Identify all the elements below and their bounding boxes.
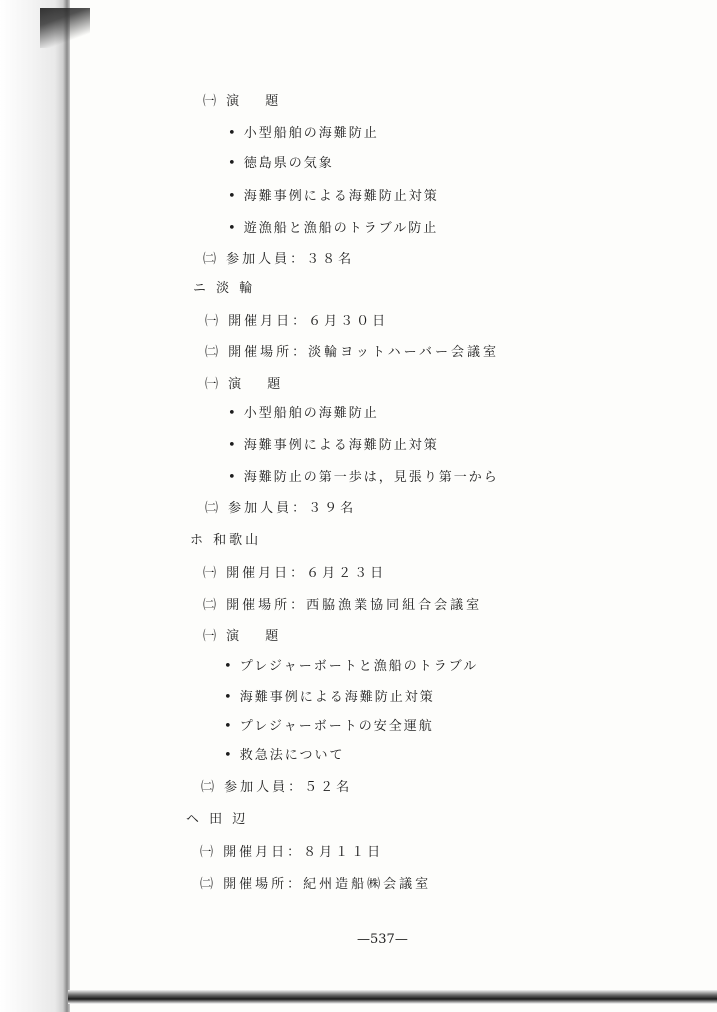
event-date: ㈠ 開催月日：６月２３日 (203, 566, 387, 581)
corner-shadow (40, 8, 90, 48)
topic-bullet: • 救急法について (224, 748, 345, 763)
topic-bullet: • 徳島県の気象 (228, 156, 334, 171)
participants-line: ㈡ 参加人員：５２名 (201, 780, 353, 795)
page-number: —537— (357, 932, 408, 947)
topic-bullet: • 海難事例による海難防止対策 (228, 438, 439, 453)
topic-heading: ㈠ 演 題 (205, 377, 284, 392)
participants-line: ㈡ 参加人員：３９名 (205, 501, 357, 516)
topic-heading: ㈠ 演 題 (203, 94, 282, 109)
event-date: ㈠ 開催月日：６月３０日 (205, 314, 389, 329)
topic-bullet: • 小型船舶の海難防止 (228, 406, 379, 421)
event-date: ㈠ 開催月日：８月１１日 (200, 845, 384, 860)
participants-line: ㈡ 参加人員：３８名 (203, 252, 355, 267)
event-venue: ㈡ 開催場所：紀州造船㈱会議室 (200, 877, 432, 892)
topic-bullet: • 遊漁船と漁船のトラブル防止 (228, 221, 439, 236)
topic-heading: ㈠ 演 題 (203, 629, 282, 644)
section-heading: ヘ 田 辺 (186, 812, 249, 827)
topic-bullet: • プレジャーボートの安全運航 (224, 719, 434, 734)
event-venue: ㈡ 開催場所：淡輪ヨットハーバー会議室 (205, 345, 499, 360)
topic-bullet: • 海難防止の第一歩は，見張り第一から (228, 470, 499, 485)
topic-bullet: • 海難事例による海難防止対策 (228, 189, 439, 204)
page-bottom-edge (68, 990, 717, 1004)
topic-bullet: • 小型船舶の海難防止 (228, 126, 379, 141)
topic-bullet: • プレジャーボートと漁船のトラブル (224, 659, 479, 674)
section-heading: ホ 和歌山 (190, 533, 262, 548)
section-heading: ニ 淡 輪 (193, 281, 256, 296)
binding-shadow (0, 0, 70, 1012)
topic-bullet: • 海難事例による海難防止対策 (224, 690, 435, 705)
event-venue: ㈡ 開催場所：西脇漁業協同組合会議室 (203, 598, 483, 613)
